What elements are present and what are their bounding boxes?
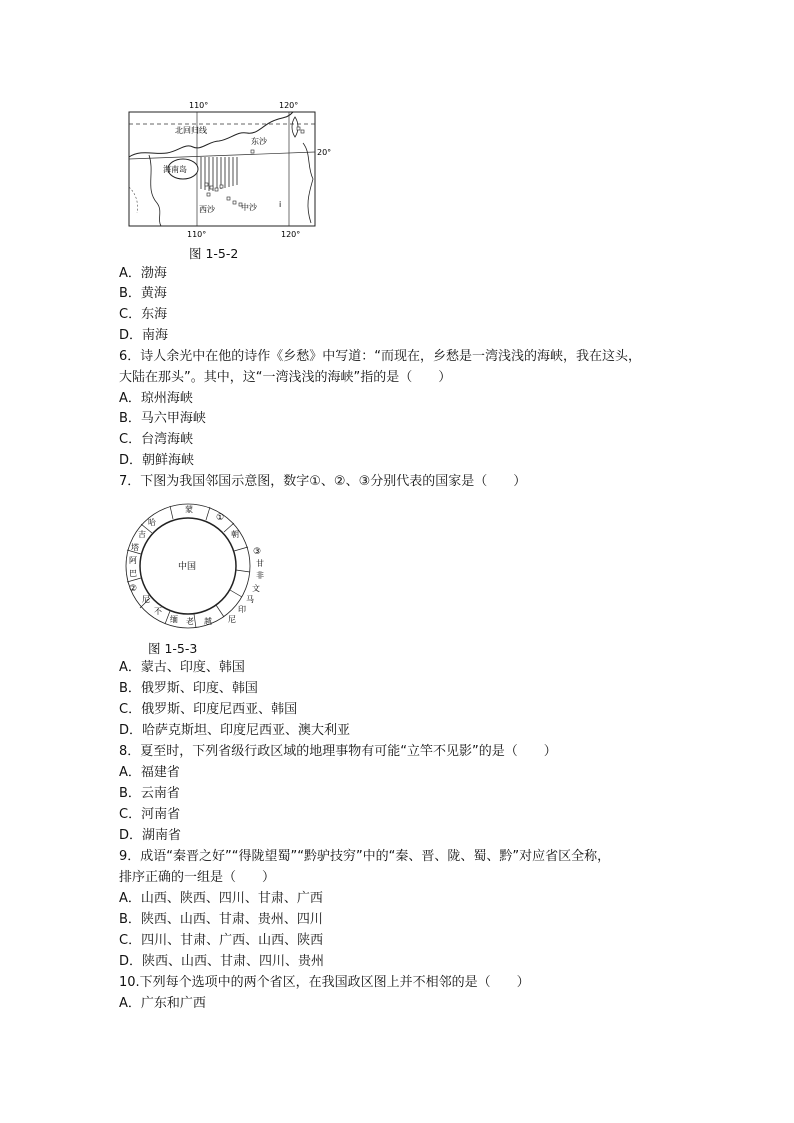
neighbor-countries-diagram (120, 496, 276, 636)
q10-option-a: A．广东和广西 (119, 996, 206, 1011)
q9-stem-line2: 排序正确的一组是（ ） (119, 870, 276, 885)
figure-caption-1-5-3: 图 1-5-3 (148, 641, 198, 656)
neighbor-fei: 非 (256, 571, 264, 580)
neighbor-yin: 印 (238, 605, 246, 614)
figure-caption-1-5-2: 图 1-5-2 (189, 246, 239, 261)
neighbor-ni: 尼 (228, 615, 236, 624)
neighbor-gan: 甘 (256, 559, 264, 568)
label-dongsha: 东沙 (251, 137, 267, 146)
q7-option-a: A．蒙古、印度、韩国 (119, 660, 245, 675)
q6-option-d: D．朝鲜海峡 (119, 453, 195, 468)
south-china-sea-map (127, 97, 332, 242)
lon-label-120-top: 120° (279, 101, 299, 110)
q9-option-c: C．四川、甘肃、广西、山西、陕西 (119, 933, 324, 948)
map-frame (129, 112, 315, 226)
q9-option-a: A．山西、陕西、四川、甘肃、广西 (119, 891, 323, 906)
neighbor-1: ① (216, 513, 225, 523)
neighbor-meng: 蒙 (185, 505, 193, 514)
q7-option-b: B．俄罗斯、印度、韩国 (119, 681, 258, 696)
lon-label-110-bottom: 110° (187, 230, 207, 239)
neighbor-2: ② (129, 584, 138, 594)
neighbor-ma: 马 (246, 595, 254, 604)
q6-option-c: C．台湾海峡 (119, 432, 194, 447)
q8-option-a: A．福建省 (119, 765, 180, 780)
q6-stem-line1: 6．诗人余光中在他的诗作《乡愁》中写道：“而现在，乡愁是一湾浅浅的海峡，我在这头， (119, 349, 642, 364)
label-xisha: 西沙 (199, 205, 215, 214)
q6-option-b: B．马六甲海峡 (119, 411, 206, 426)
neighbor-bu: 不 (154, 607, 162, 616)
lon-label-110-top: 110° (189, 101, 209, 110)
q9-option-b: B．陕西、山西、甘肃、贵州、四川 (119, 912, 323, 927)
label-tropic: 北回归线 (175, 126, 207, 135)
q8-option-d: D．湖南省 (119, 828, 182, 843)
neighbor-chao: 朝 (231, 530, 239, 539)
neighbor-yue: 越 (204, 617, 212, 626)
neighbor-ji: 吉 (138, 530, 146, 539)
q5-option-b: B．黄海 (119, 286, 167, 301)
label-zhongsha: 中沙 (241, 203, 257, 212)
neighbor-ba: 巴 (129, 569, 137, 578)
neighbor-ta: 塔 (131, 543, 139, 552)
label-hainan: 海南岛 (163, 165, 187, 174)
label-i: i (279, 200, 282, 209)
q9-option-d: D．陕西、山西、甘肃、四川、贵州 (119, 954, 325, 969)
q8-option-c: C．河南省 (119, 807, 181, 822)
center-label-china: 中国 (178, 562, 197, 572)
q6-stem-line2: 大陆在那头”。其中，这“一湾浅浅的海峡”指的是（ ） (119, 370, 452, 385)
neighbor-lao: 老 (186, 617, 194, 626)
q7-option-d: D．哈萨克斯坦、印度尼西亚、澳大利亚 (119, 723, 351, 738)
q6-option-a: A．琼州海峡 (119, 391, 193, 406)
q7-stem: 7．下图为我国邻国示意图，数字①、②、③分别代表的国家是（ ） (119, 474, 527, 489)
q8-option-b: B．云南省 (119, 786, 180, 801)
q9-stem-line1: 9．成语“秦晋之好”“得陇望蜀”“黔驴技穷”中的“秦、晋、陇、蜀、黔”对应省区全称， (119, 849, 611, 864)
q5-option-a: A．渤海 (119, 266, 167, 281)
q10-stem: 10.下列每个选项中的两个省区，在我国政区图上并不相邻的是（ ） (119, 975, 530, 990)
neighbor-ni2: 尼 (142, 595, 150, 604)
q7-option-c: C．俄罗斯、印度尼西亚、韩国 (119, 702, 298, 717)
q8-stem: 8．夏至时，下列省级行政区域的地理事物有可能“立竿不见影”的是（ ） (119, 744, 557, 759)
q5-option-d: D．南海 (119, 328, 169, 343)
q5-option-c: C．东海 (119, 307, 168, 322)
neighbor-wen: 文 (252, 584, 260, 593)
lat-label-20: 20° (317, 148, 332, 157)
neighbor-ha: 哈 (148, 518, 156, 527)
neighbor-a: 阿 (129, 556, 137, 565)
neighbor-3: ③ (253, 547, 262, 557)
neighbor-mian: 缅 (170, 615, 178, 624)
lon-label-120-bottom: 120° (281, 230, 301, 239)
